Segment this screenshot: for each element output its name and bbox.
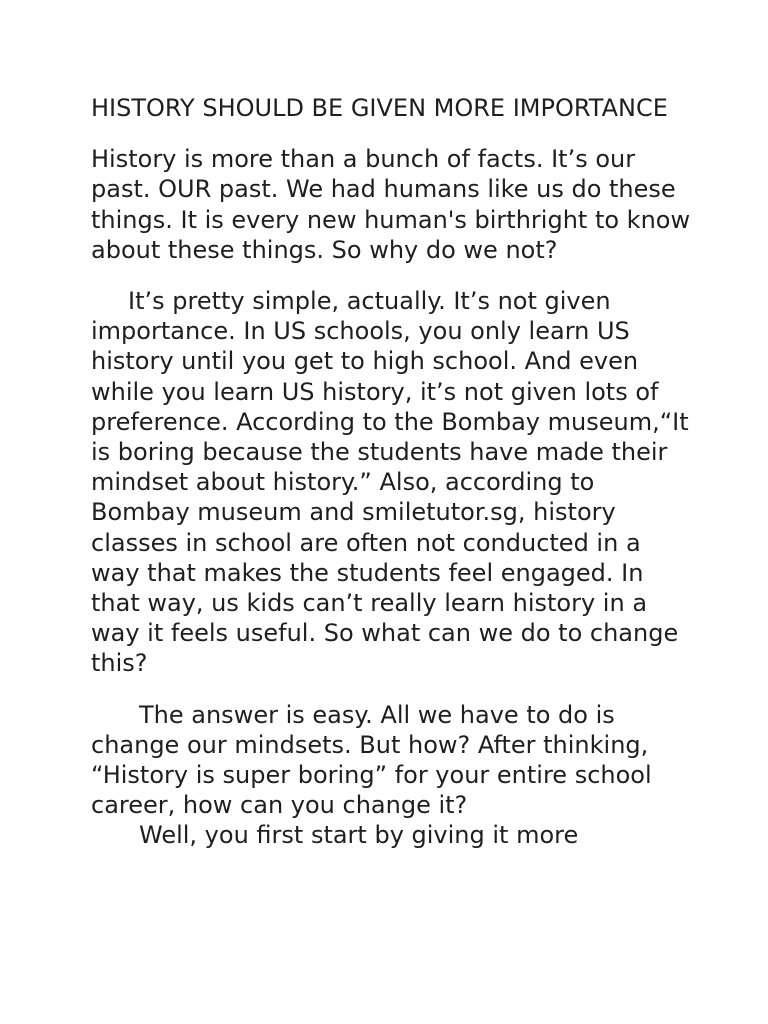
document-body [91, 93, 691, 851]
paragraph-intro: History is more than a bunch of facts. It’s our past. OUR past. We had humans like us do these things. It is every new human's birthright to know about these things. So why do we not? [91, 145, 691, 264]
document-title: HISTORY SHOULD BE GIVEN MORE IMPORTANCE [91, 94, 668, 122]
paragraph-continuation: Well, you first start by giving it more [139, 821, 579, 850]
paragraph-answer: The answer is easy. All we have to do is change our mindsets. But how? After thinking, “History is super boring” for your entire school career, how can you change it? [91, 700, 652, 820]
paragraph-reason: It’s pretty simple, actually. It’s not given importance. In US schools, you only learn US history until you get to high school. And even while you learn US history, it’s not given lots of preference. According to the Bombay museum,“It is boring because the students have made their mindset about history.” Also, according to Bombay museum and smiletutor.sg, history classes in school are often not conducted in a way that makes the students feel engaged. In that way, us kids can’t really learn history in a way it feels useful. So what can we do to change this? [91, 287, 689, 678]
